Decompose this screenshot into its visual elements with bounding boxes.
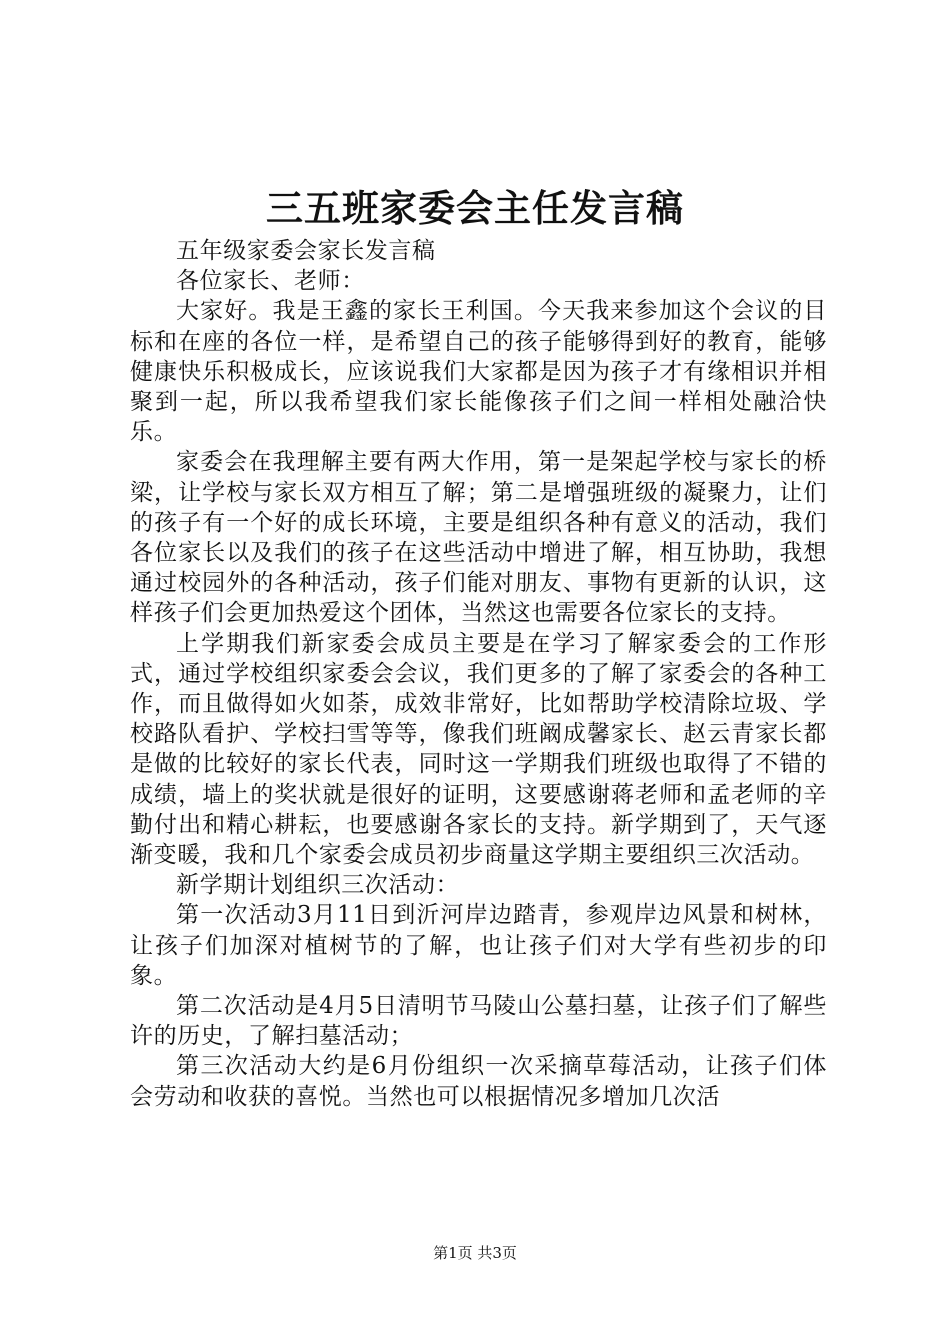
paragraph-committee-role: 家委会在我理解主要有两大作用，第一是架起学校与家长的桥梁，让学校与家长双方相互了解；第二是增强班级的凝聚力，让们的孩子有一个好的成长环境，主要是组织各种有意义的活动，我们各位家长以及我们的孩子在这些活动中增进了解，相互协助，我想通过校园外的各种活动，孩子们能对朋友、事物有更新的认识，这样孩子们会更加热爱这个团体，当然这也需要各位家长的支持。 [130, 449, 827, 627]
paragraph-subtitle: 五年级家委会家长发言稿 [176, 238, 436, 264]
paragraph-activity-three: 第三次活动大约是6月份组织一次采摘草莓活动，让孩子们体会劳动和收获的喜悦。当然也可以根据情况多增加几次活 [130, 1053, 827, 1110]
page-number-footer: 第1页 共3页 [433, 1244, 517, 1262]
document-title: 三五班家委会主任发言稿 [266, 186, 684, 230]
paragraph-activity-two: 第二次活动是4月5日清明节马陵山公墓扫墓，让孩子们了解些许的历史，了解扫墓活动； [130, 993, 827, 1050]
paragraph-last-semester: 上学期我们新家委会成员主要是在学习了解家委会的工作形式，通过学校组织家委会会议，我们更多的了解了家委会的各种工作，而且做得如火如荼，成效非常好，比如帮助学校清除垃圾、学校路队看护、学校扫雪等等，像我们班阚成馨家长、赵云青家长都是做的比较好的家长代表，同时这一学期我们班级也取得了不错的成绩，墙上的奖状就是很好的证明，这要感谢蒋老师和孟老师的辛勤付出和精心耕耘，也要感谢各家长的支持。新学期到了，天气逐渐变暖，我和几个家委会成员初步商量这学期主要组织三次活动。 [130, 630, 827, 869]
paragraph-salutation: 各位家长、老师： [176, 268, 365, 295]
paragraph-introduction: 大家好。我是王鑫的家长王利国。今天我来参加这个会议的目标和在座的各位一样，是希望自己的孩子能够得到好的教育，能够健康快乐积极成长，应该说我们大家都是因为孩子才有缘相识并相聚到一起，所以我希望我们家长能像孩子们之间一样相处融洽快乐。 [130, 298, 827, 446]
paragraph-plan-heading: 新学期计划组织三次活动： [176, 872, 460, 899]
paragraph-activity-one: 第一次活动3月11日到沂河岸边踏青，参观岸边风景和树林，让孩子们加深对植树节的了解，也让孩子们对大学有些初步的印象。 [130, 902, 827, 989]
document-body [130, 236, 827, 1112]
